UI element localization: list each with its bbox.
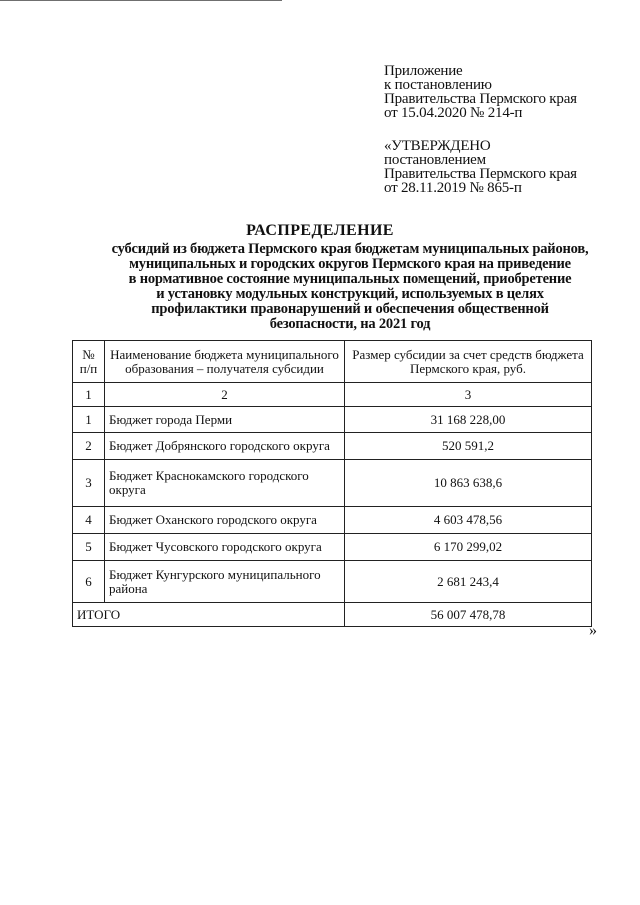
approval-line: от 28.11.2019 № 865-п [384,180,522,196]
appendix-line: Правительства Пермского края [384,91,577,107]
row-budget-name: Бюджет Оханского городского округа [105,507,345,534]
appendix-line: от 15.04.2020 № 214-п [384,105,523,121]
document-subtitle [70,242,630,332]
table-row [73,407,592,433]
index-cell: 1 [73,383,105,407]
row-amount: 2 681 243,4 [345,561,592,603]
subtitle-line: профилактики правонарушений и обеспечения общественной [151,301,549,317]
row-amount: 520 591,2 [345,433,592,460]
table-header-row [73,341,592,383]
header-budget-name: Наименование бюджета муниципального образования – получателя субсидии [105,341,345,383]
distribution-table [72,340,592,627]
row-budget-name: Бюджет Добрянского городского округа [105,433,345,460]
row-number: 2 [73,433,105,460]
approval-line: «УТВЕРЖДЕНО [384,138,491,154]
index-cell: 2 [105,383,345,407]
subtitle-line: субсидий из бюджета Пермского края бюджетам муниципальных районов, [111,241,589,257]
total-label: ИТОГО [73,603,345,627]
row-budget-name: Бюджет города Перми [105,407,345,433]
table-row [73,433,592,460]
row-budget-name: Бюджет Кунгурского муниципального района [105,561,345,603]
row-amount: 4 603 478,56 [345,507,592,534]
table-row [73,534,592,561]
table-row [73,460,592,507]
appendix-note [384,64,634,120]
row-number: 1 [73,407,105,433]
top-rule [0,0,282,1]
row-number: 3 [73,460,105,507]
approval-line: Правительства Пермского края [384,166,577,182]
subtitle-line: и установку модульных конструкций, используемых в целях [156,286,544,302]
subtitle-line: муниципальных и городских округов Пермского края на приведение [129,256,571,272]
table-row [73,507,592,534]
approval-note [384,139,634,195]
appendix-line: Приложение [384,63,463,79]
closing-quote-mark: » [589,622,597,639]
row-amount: 10 863 638,6 [345,460,592,507]
row-budget-name: Бюджет Чусовского городского округа [105,534,345,561]
subtitle-line: в нормативное состояние муниципальных помещений, приобретение [128,271,572,287]
header-number: № п/п [73,341,105,383]
index-cell: 3 [345,383,592,407]
row-amount: 6 170 299,02 [345,534,592,561]
total-amount: 56 007 478,78 [345,603,592,627]
row-number: 5 [73,534,105,561]
row-budget-name: Бюджет Краснокамского городского округа [105,460,345,507]
row-number: 4 [73,507,105,534]
header-subsidy-amount: Размер субсидии за счет средств бюджета Пермского края, руб. [345,341,592,383]
table-total-row [73,603,592,627]
document-title: РАСПРЕДЕЛЕНИЕ [246,222,394,239]
row-number: 6 [73,561,105,603]
appendix-line: к постановлению [384,77,492,93]
approval-line: постановлением [384,152,486,168]
subtitle-line: безопасности, на 2021 год [269,316,431,332]
row-amount: 31 168 228,00 [345,407,592,433]
table-index-row [73,383,592,407]
table-row [73,561,592,603]
